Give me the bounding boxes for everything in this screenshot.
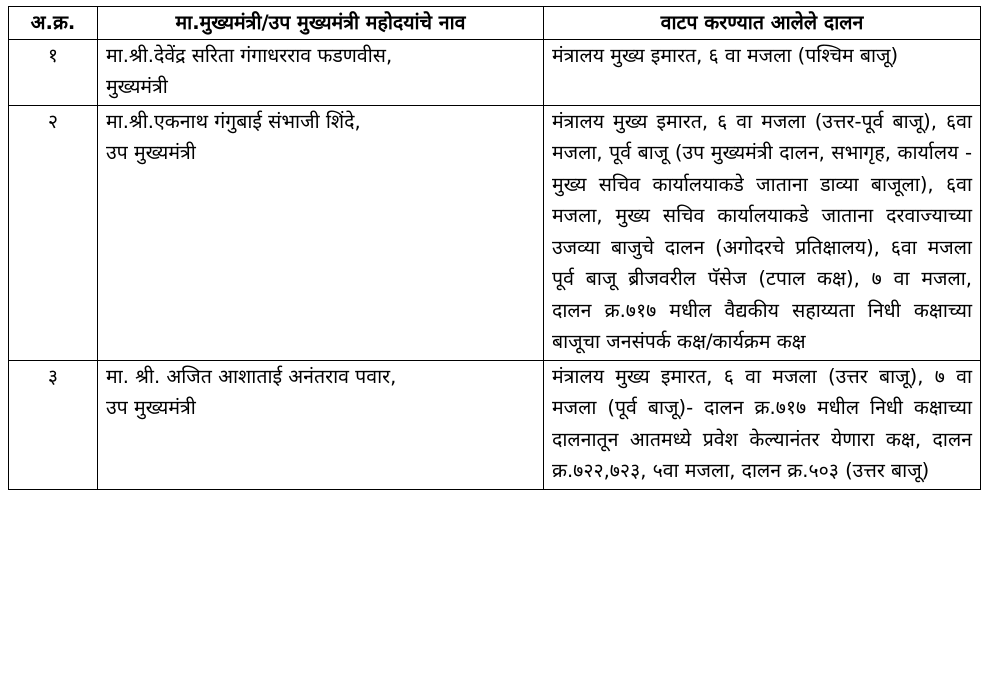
row-allocation: मंत्रालय मुख्य इमारत, ६ वा मजला (उत्तर बाजू), ७ वा मजला (पूर्व बाजू)- दालन क्र.७१७ मधील निधी कक्षाच्या दालनातून आतमध्ये प्रवेश केल्यानंतर येणारा कक्ष, दालन क्र.७२२,७२३, ५वा मजला, दालन क्र.५०३ (उत्तर बाजू) [544,360,981,489]
table-header-row [9,7,981,40]
row-name-line: मा.श्री.देवेंद्र सरिता गंगाधरराव फडणवीस, [106,43,393,67]
allocation-table [8,6,981,490]
row-name-line: मा. श्री. अजित आशाताई अनंतराव पवार, [106,364,397,388]
row-name [98,105,544,360]
header-name: मा.मुख्यमंत्री/उप मुख्यमंत्री महोदयांचे नाव [98,7,544,40]
row-designation: मुख्यमंत्री [106,75,168,98]
row-serial: ३ [9,360,98,489]
row-serial: २ [9,105,98,360]
row-designation: उप मुख्यमंत्री [106,141,196,164]
header-serial: अ.क्र. [9,7,98,40]
header-allocation: वाटप करण्यात आलेले दालन [544,7,981,40]
row-designation: उप मुख्यमंत्री [106,396,196,419]
table-row [9,39,981,105]
row-serial: १ [9,39,98,105]
table-row [9,360,981,489]
row-allocation: मंत्रालय मुख्य इमारत, ६ वा मजला (पश्चिम बाजू) [544,39,981,105]
table-row [9,105,981,360]
row-name [98,360,544,489]
row-allocation: मंत्रालय मुख्य इमारत, ६ वा मजला (उत्तर-पूर्व बाजू), ६वा मजला, पूर्व बाजू (उप मुख्यमंत्री दालन, सभागृह, कार्यालय - मुख्य सचिव कार्यालयाकडे जाताना डाव्या बाजूला), ६वा मजला, मुख्य सचिव कार्यालयाकडे जाताना दरवाज्याच्या उजव्या बाजुचे दालन (अगोदरचे प्रतिक्षालय), ६वा मजला पूर्व बाजू ब्रीजवरील पॅसेज (टपाल कक्ष), ७ वा मजला, दालन क्र.७१७ मधील वैद्यकीय सहाय्यता निधी कक्षाच्या बाजूचा जनसंपर्क कक्ष/कार्यक्रम कक्ष [544,105,981,360]
row-name [98,39,544,105]
row-name-line: मा.श्री.एकनाथ गंगुबाई संभाजी शिंदे, [106,109,361,133]
